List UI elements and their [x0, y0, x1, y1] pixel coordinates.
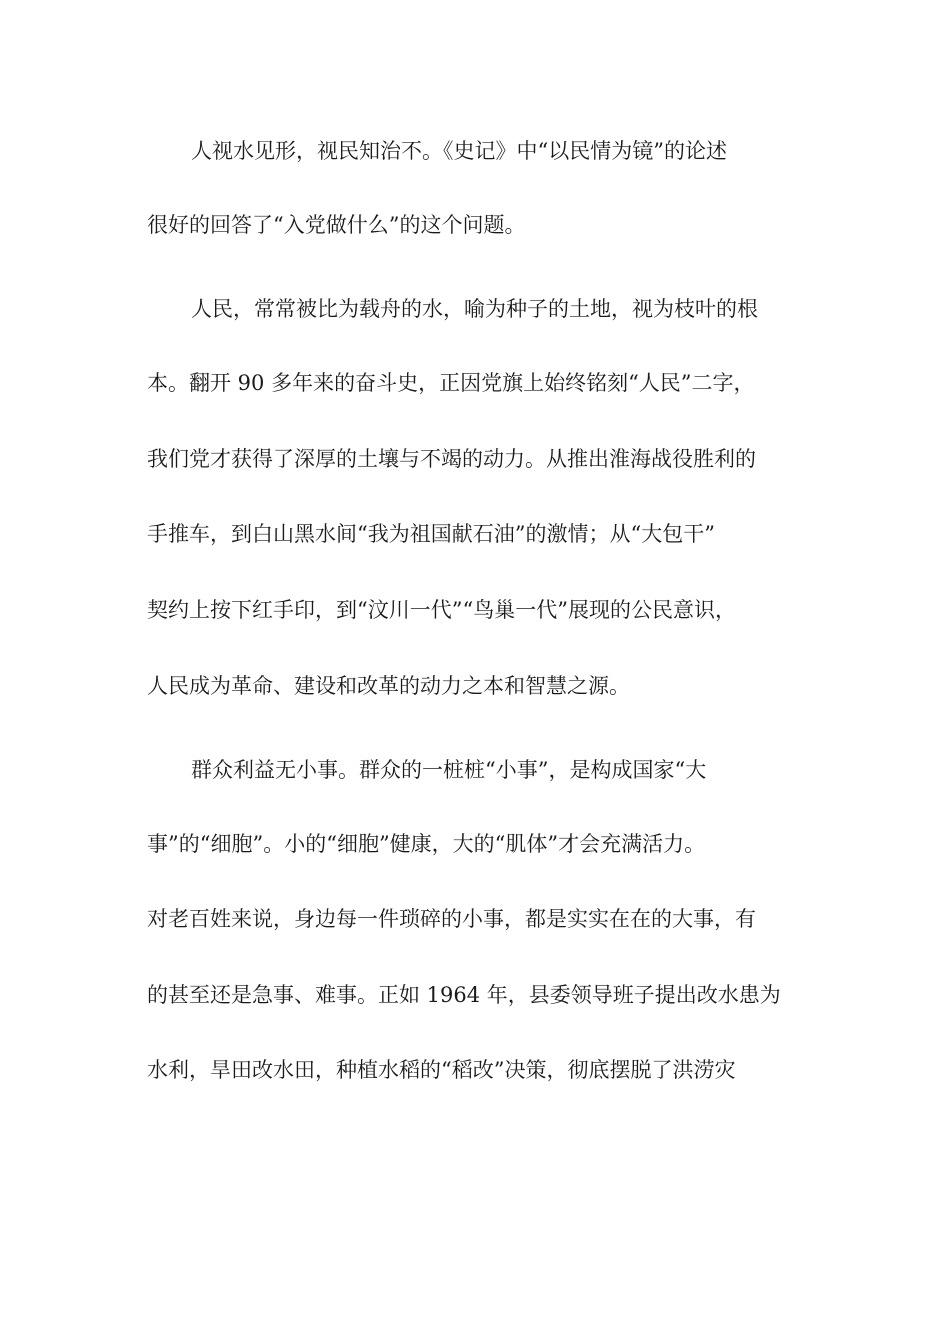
paragraph-2-line-4: 手推车，到白山黑水间“我为祖国献石油”的激情；从“大包干”: [147, 522, 715, 546]
paragraph-3-line-4: 的甚至还是急事、难事。正如 1964 年，县委领导班子提出改水患为: [147, 983, 781, 1007]
paragraph-2-line-5: 契约上按下红手印，到“汶川一代”“鸟巢一代”展现的公民意识，: [147, 598, 736, 622]
paragraph-3-line-5: 水利，旱田改水田，种植水稻的“稻改”决策，彻底摆脱了洪涝灾: [147, 1058, 736, 1082]
paragraph-1-line-1: 人视水见形，视民知治不。《史记》中“以民情为镜”的论述: [191, 139, 727, 163]
paragraph-2-line-1: 人民，常常被比为载舟的水，喻为种子的土地，视为枝叶的根: [191, 297, 758, 321]
paragraph-3-line-1: 群众利益无小事。群众的一桩桩“小事”，是构成国家“大: [191, 758, 707, 782]
paragraph-2-line-6: 人民成为革命、建设和改革的动力之本和智慧之源。: [147, 674, 630, 698]
paragraph-3-line-2: 事”的“细胞”。小的“细胞”健康，大的“肌体”才会充满活力。: [147, 832, 706, 856]
paragraph-3-line-3: 对老百姓来说，身边每一件琐碎的小事，都是实实在在的大事，有: [147, 907, 756, 931]
paragraph-2-line-2: 本。翻开 90 多年来的奋斗史，正因党旗上始终铭刻“人民”二字，: [147, 371, 755, 395]
paragraph-1-line-2: 很好的回答了“入党做什么”的这个问题。: [147, 213, 526, 237]
paragraph-2-line-3: 我们党才获得了深厚的土壤与不竭的动力。从推出淮海战役胜利的: [147, 447, 756, 471]
